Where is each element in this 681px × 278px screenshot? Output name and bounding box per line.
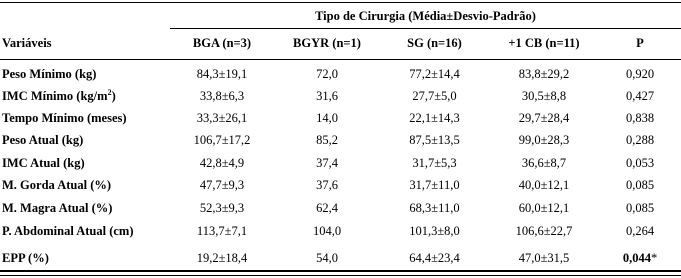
table-top-rule — [0, 2, 681, 3]
table-cell: 68,3±11,0 — [409, 201, 460, 215]
table-cell: 47,7±9,3 — [199, 178, 245, 192]
table-cell: 42,8±4,9 — [199, 156, 245, 170]
row-label-imc-atual: IMC Atual (kg) — [2, 156, 85, 170]
table-cell: 60,0±12,1 — [518, 201, 570, 215]
table-cell: 64,4±23,4 — [409, 251, 460, 265]
table-cell: 33,8±6,3 — [199, 89, 245, 103]
table-cell: 106,7±17,2 — [193, 133, 251, 147]
table-cell: 14,0 — [316, 111, 338, 125]
table-cell: 77,2±14,4 — [409, 67, 460, 81]
row-label-p-abdominal: P. Abdominal Atual (cm) — [2, 224, 134, 238]
row-label-m-gorda: M. Gorda Atual (%) — [2, 178, 112, 192]
col-header-sg: SG (n=16) — [407, 36, 462, 50]
table-cell: 113,7±7,1 — [196, 224, 248, 238]
group-header: Tipo de Cirurgia (Média±Desvio-Padrão) — [315, 9, 536, 23]
col-header-p: P — [636, 36, 644, 50]
table-cell: 40,0±12,1 — [518, 178, 570, 192]
table-cell: 0,085 — [625, 178, 655, 192]
table-cell: 30,5±8,8 — [521, 89, 567, 103]
table-cell: 19,2±18,4 — [196, 251, 248, 265]
table-cell: 85,2 — [316, 133, 338, 147]
col-header-bga: BGA (n=3) — [192, 36, 252, 50]
table-cell: 22,1±14,3 — [409, 111, 460, 125]
row-label-tempo-minimo: Tempo Mínimo (meses) — [2, 111, 127, 125]
table-cell: 0,427 — [625, 89, 655, 103]
row-label-peso-atual: Peso Atual (kg) — [2, 133, 84, 147]
table-cell: 99,0±28,3 — [518, 133, 570, 147]
table-cell: 101,3±8,0 — [409, 224, 460, 238]
variables-header: Variáveis — [2, 36, 52, 50]
table-cell: 52,3±9,3 — [199, 201, 245, 215]
table-cell: 31,7±5,3 — [412, 156, 457, 170]
significant-p-value: 0,044* — [622, 251, 658, 265]
table-cell: 0,920 — [625, 67, 655, 81]
col-header-bgyr: BGYR (n=1) — [293, 36, 361, 50]
table-cell: 36,6±8,7 — [521, 156, 567, 170]
row-label-epp: EPP (%) — [2, 251, 49, 265]
table-cell: 37,6 — [316, 178, 338, 192]
row-label-m-magra: M. Magra Atual (%) — [2, 201, 113, 215]
table-cell: 33,3±26,1 — [196, 111, 248, 125]
table-cell: 72,0 — [316, 67, 338, 81]
table-cell: 0,838 — [625, 111, 655, 125]
table-cell: 0,085 — [625, 201, 655, 215]
header-bottom-rule — [0, 59, 681, 60]
table-cell: 83,8±29,2 — [518, 67, 570, 81]
table-cell: 37,4 — [316, 156, 338, 170]
table-cell: 27,7±5,0 — [412, 89, 457, 103]
table-cell: 0,288 — [625, 133, 655, 147]
row-label-imc-minimo: IMC Mínimo $(kg/m^2)$ — [2, 87, 116, 103]
table-cell: 106,6±22,7 — [515, 224, 573, 238]
table-cell: 31,6 — [316, 89, 338, 103]
col-header-cb: +1 CB (n=11) — [508, 36, 580, 50]
table-bottom-rule-2 — [0, 275, 681, 276]
table-cell: 29,7±28,4 — [518, 111, 570, 125]
table-cell: 47,0±31,5 — [518, 251, 570, 265]
table-cell: 62,4 — [316, 201, 338, 215]
group-header-rule — [170, 28, 681, 29]
table-cell: 54,0 — [316, 251, 338, 265]
table-cell: 87,5±13,5 — [409, 133, 460, 147]
table-cell: 0,264 — [625, 224, 655, 238]
table-cell: 0,053 — [625, 156, 655, 170]
table-cell: 84,3±19,1 — [196, 67, 248, 81]
table-cell: 31,7±11,0 — [409, 178, 460, 192]
row-label-peso-minimo: Peso Mínimo (kg) — [2, 67, 97, 81]
table-bottom-rule — [0, 270, 681, 272]
table-cell: 104,0 — [312, 224, 342, 238]
